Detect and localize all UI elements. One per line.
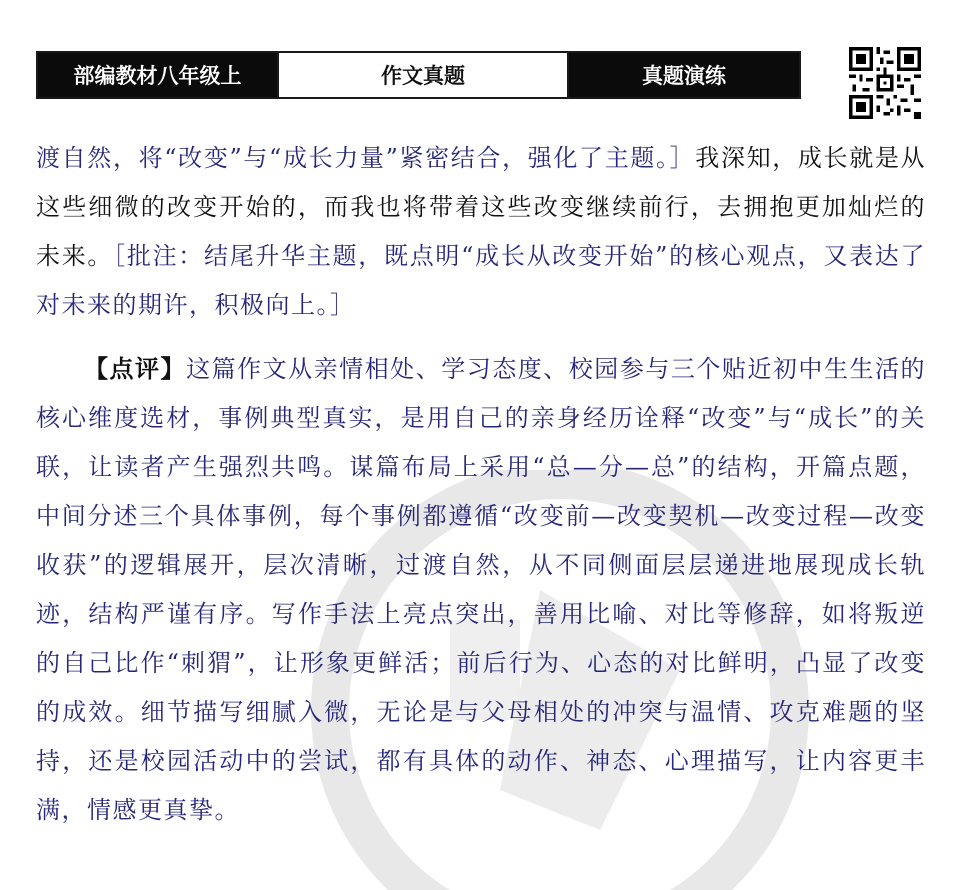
- review-text: 这篇作文从亲情相处、学习态度、校园参与三个贴近初中生生活的核心维度选材，事例典型真实，是用自己的亲身经历诠释“改变”与“成长”的关联，让读者产生强烈共鸣。谋篇布局上采用“总—分—总”的结构，开篇点题，中间分述三个具体事例，每个事例都遵循“改变前—改变契机—改变过程—改变收获”的逻辑展开，层次清晰，过渡自然，从不同侧面层层递进地展现成长轨迹，结构严谨有序。写作手法上亮点突出，善用比喻、对比等修辞，如将叛逆的自己比作“刺猬”，让形象更鲜活；前后行为、心态的对比鲜明，凸显了改变的成效。细节描写细腻入微，无论是与父母相处的冲突与温情、攻克难题的坚持，还是校园活动中的尝试，都有具体的动作、神态、心理描写，让内容更丰满，情感更真挚。: [36, 355, 926, 824]
- header-grade-label: 部编教材八年级上: [38, 53, 277, 97]
- header-section-label: 作文真题: [277, 53, 569, 97]
- essay-ending-paragraph: [36, 134, 926, 330]
- qr-code-icon[interactable]: [849, 47, 921, 119]
- essay-ending-text: 我深知，成长就是从这些细微的改变开始的，而我也将带着这些改变继续前行，去拥抱更加灿烂的未来。: [36, 144, 927, 270]
- essay-ending-annotation: ［批注：结尾升华主题，既点明“成长从改变开始”的核心观点，又表达了对未来的期许，积极向上。］: [36, 242, 926, 319]
- header-bar: [36, 51, 801, 99]
- essay-annotation-tail: 渡自然，将“改变”与“成长力量”紧密结合，强化了主题。］: [36, 144, 696, 172]
- page-content: [36, 134, 926, 835]
- review-paragraph: [36, 344, 926, 835]
- review-label: 【点评】: [84, 354, 187, 383]
- header-practice-label: 真题演练: [569, 53, 799, 97]
